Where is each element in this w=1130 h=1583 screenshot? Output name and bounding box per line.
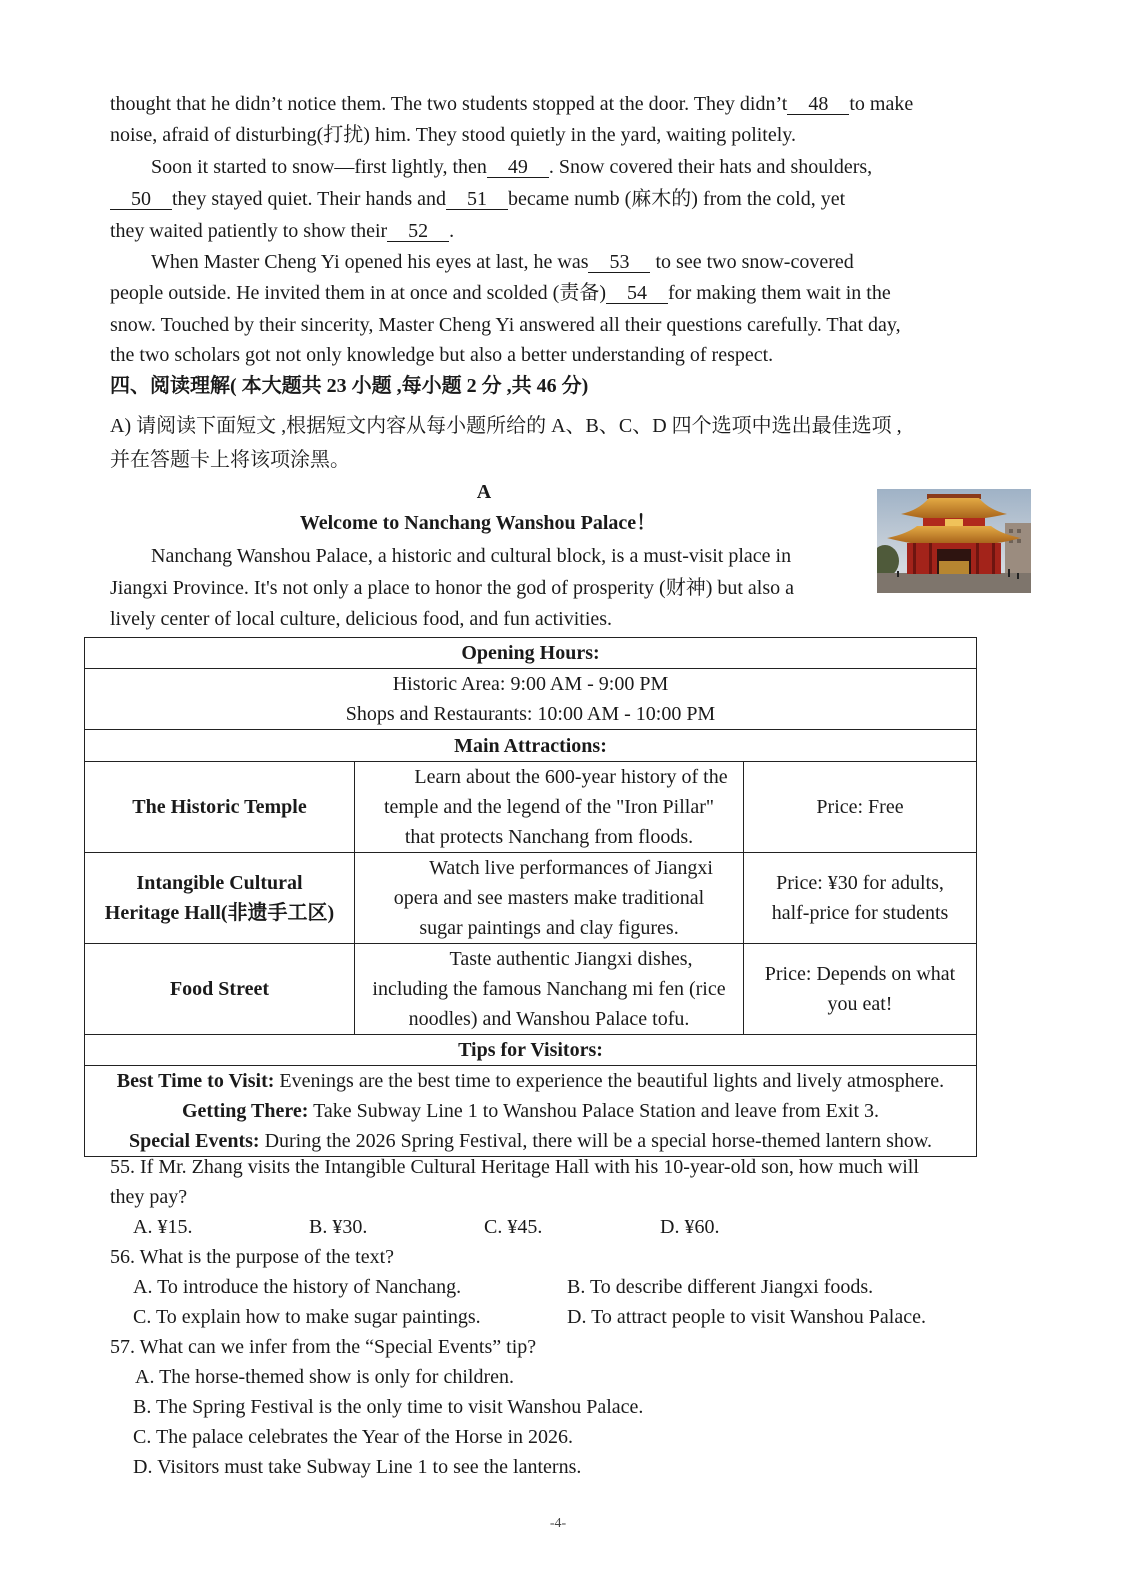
- tip-text: During the 2026 Spring Festival, there will be a special horse-themed lantern show.: [264, 1130, 932, 1152]
- question-57-option-c: C. The palace celebrates the Year of the Horse in 2026.: [133, 1426, 574, 1448]
- cloze-line: [110, 281, 891, 305]
- tip-line: [85, 1096, 976, 1126]
- passage-intro-line: Jiangxi Province. It's not only a place to honor the god of prosperity (财神) but also a: [110, 577, 795, 599]
- cloze-text: the two scholars got not only knowledge but also a better understanding of respect.: [110, 344, 774, 366]
- tip-label: Special Events:: [129, 1130, 260, 1152]
- attraction-description-line: that protects Nanchang from floods.: [404, 826, 694, 848]
- cloze-blank-50: 50: [110, 190, 172, 210]
- attraction-price: Price: Depends on what: [764, 963, 956, 985]
- section-instruction: A) 请阅读下面短文 ,根据短文内容从每小题所给的 A、B、C、D 四个选项中选出最佳选项 ,: [110, 415, 902, 437]
- attraction-description-line: noodles) and Wanshou Palace tofu.: [408, 1008, 690, 1030]
- attraction-description-line: temple and the legend of the "Iron Pillar": [383, 796, 715, 818]
- table-row: [85, 669, 977, 730]
- info-table: [84, 637, 977, 1157]
- attraction-description-cell: [355, 944, 744, 1035]
- attraction-name-cell: [85, 853, 355, 944]
- cloze-text: . Snow covered their hats and shoulders,: [548, 156, 873, 178]
- table-row: [85, 1066, 977, 1157]
- cloze-text: snow. Touched by their sincerity, Master Cheng Yi answered all their questions carefully. That day,: [110, 314, 901, 336]
- attraction-description-line: Watch live performances of Jiangxi: [429, 857, 713, 879]
- table-row: [85, 638, 977, 669]
- attraction-price-cell: [744, 853, 977, 944]
- cloze-text: for making them wait in the: [667, 282, 891, 304]
- cloze-text: .: [449, 220, 455, 242]
- cloze-text: noise, afraid of disturbing(打扰) him. They stood quietly in the yard, waiting politely.: [110, 124, 796, 146]
- cloze-line: [110, 123, 796, 147]
- tip-line: [85, 1066, 976, 1096]
- attraction-name: Heritage Hall(非遗手工区): [104, 902, 335, 924]
- question-stem-55: 55. If Mr. Zhang visits the Intangible Cultural Heritage Hall with his 10-year-old son, how much will: [110, 1156, 919, 1178]
- tip-label: Best Time to Visit:: [116, 1070, 275, 1092]
- section-heading: 四、阅读理解( 本大题共 23 小题 ,每小题 2 分 ,共 46 分): [110, 375, 589, 397]
- question-56-option-c: C. To explain how to make sugar paintings.: [133, 1306, 481, 1328]
- question-57-option-b: B. The Spring Festival is the only time to visit Wanshou Palace.: [133, 1396, 644, 1418]
- attraction-description-line: opera and see masters make traditional: [393, 887, 705, 909]
- cloze-line: [110, 313, 901, 337]
- cloze-blank-48: 48: [787, 95, 849, 115]
- attraction-row: [85, 762, 977, 853]
- question-stem-55: they pay?: [110, 1186, 188, 1208]
- cloze-blank-52: 52: [387, 222, 449, 242]
- attraction-row: [85, 853, 977, 944]
- cloze-text: When Master Cheng Yi opened his eyes at last, he was: [151, 251, 589, 273]
- cloze-blank-49: 49: [487, 158, 549, 178]
- question-55-option-a: A. ¥15.: [133, 1216, 193, 1238]
- table-row: [85, 730, 977, 762]
- cloze-line: [110, 92, 913, 116]
- tips-header: Tips for Visitors:: [85, 1035, 977, 1066]
- attraction-name: The Historic Temple: [132, 796, 307, 818]
- cloze-text: Soon it started to snow—first lightly, then: [151, 156, 487, 178]
- question-stem-56: 56. What is the purpose of the text?: [110, 1246, 395, 1268]
- question-56-option-d: D. To attract people to visit Wanshou Palace.: [567, 1306, 926, 1328]
- question-57-option-a: A. The horse-themed show is only for children.: [135, 1366, 514, 1388]
- opening-hours-cell: [85, 669, 977, 730]
- palace-photo: [877, 489, 1031, 593]
- question-55-option-b: B. ¥30.: [309, 1216, 368, 1238]
- cloze-line: [151, 250, 854, 274]
- opening-hours-header: Opening Hours:: [85, 638, 977, 669]
- cloze-blank-51: 51: [446, 190, 508, 210]
- attraction-row: [85, 944, 977, 1035]
- attraction-price-cell: [744, 762, 977, 853]
- passage-label: A: [476, 481, 492, 503]
- opening-hours-line: Shops and Restaurants: 10:00 AM - 10:00 PM: [345, 703, 716, 725]
- attraction-price: Price: ¥30 for adults,: [776, 872, 944, 894]
- attraction-name-cell: [85, 944, 355, 1035]
- cloze-blank-53: 53: [588, 253, 650, 273]
- question-55-option-d: D. ¥60.: [660, 1216, 720, 1238]
- attraction-description-line: sugar paintings and clay figures.: [419, 917, 679, 939]
- cloze-line: [110, 343, 773, 367]
- cloze-text: they waited patiently to show their: [110, 220, 388, 242]
- attraction-description-line: Taste authentic Jiangxi dishes,: [449, 948, 693, 970]
- section-instruction: 并在答题卡上将该项涂黑。: [110, 449, 350, 471]
- attraction-description-line: Learn about the 600-year history of the: [414, 766, 728, 788]
- cloze-line: [110, 187, 845, 211]
- passage-title: Welcome to Nanchang Wanshou Palace！: [299, 512, 657, 534]
- cloze-text: they stayed quiet. Their hands and: [172, 188, 447, 210]
- question-56-option-b: B. To describe different Jiangxi foods.: [567, 1276, 874, 1298]
- plaza-ground: [877, 573, 1031, 593]
- question-stem-57: 57. What can we infer from the “Special Events” tip?: [110, 1336, 537, 1358]
- attraction-description-cell: [355, 762, 744, 853]
- tip-line: [85, 1126, 976, 1156]
- attraction-name: Food Street: [169, 978, 270, 1000]
- tips-cell: [85, 1066, 977, 1157]
- cloze-line: [151, 155, 872, 179]
- attraction-name-cell: [85, 762, 355, 853]
- cloze-text: to see two snow-covered: [655, 251, 854, 273]
- attraction-description-line: including the famous Nanchang mi fen (rice: [372, 978, 726, 1000]
- cloze-text: to make: [849, 93, 914, 115]
- question-55-option-c: C. ¥45.: [484, 1216, 543, 1238]
- table-row: [85, 1035, 977, 1066]
- passage-intro-line: Nanchang Wanshou Palace, a historic and cultural block, is a must-visit place in: [151, 545, 792, 567]
- main-attractions-header: Main Attractions:: [85, 730, 977, 762]
- page-number: -4-: [549, 1516, 567, 1531]
- attraction-price: you eat!: [827, 993, 893, 1015]
- opening-hours-line: Historic Area: 9:00 AM - 9:00 PM: [392, 673, 669, 695]
- cloze-text: people outside. He invited them in at once and scolded (责备): [110, 282, 606, 304]
- cloze-blank-54: 54: [606, 284, 668, 304]
- question-56-option-a: A. To introduce the history of Nanchang.: [133, 1276, 462, 1298]
- attraction-name: Intangible Cultural: [136, 872, 303, 894]
- attraction-price: Price: Free: [816, 796, 904, 818]
- cloze-text: became numb (麻木的) from the cold, yet: [508, 188, 846, 210]
- cloze-text: thought that he didn’t notice them. The two students stopped at the door. They didn’t: [110, 93, 788, 115]
- attraction-price: half-price for students: [771, 902, 949, 924]
- question-57-option-d: D. Visitors must take Subway Line 1 to see the lanterns.: [133, 1456, 582, 1478]
- tip-label: Getting There:: [181, 1100, 309, 1122]
- cloze-line: [110, 219, 454, 243]
- passage-intro-line: lively center of local culture, delicious food, and fun activities.: [110, 608, 613, 630]
- tip-text: Evenings are the best time to experience the beautiful lights and lively atmosphere.: [279, 1070, 945, 1092]
- tip-text: Take Subway Line 1 to Wanshou Palace Station and leave from Exit 3.: [313, 1100, 880, 1122]
- attraction-price-cell: [744, 944, 977, 1035]
- attraction-description-cell: [355, 853, 744, 944]
